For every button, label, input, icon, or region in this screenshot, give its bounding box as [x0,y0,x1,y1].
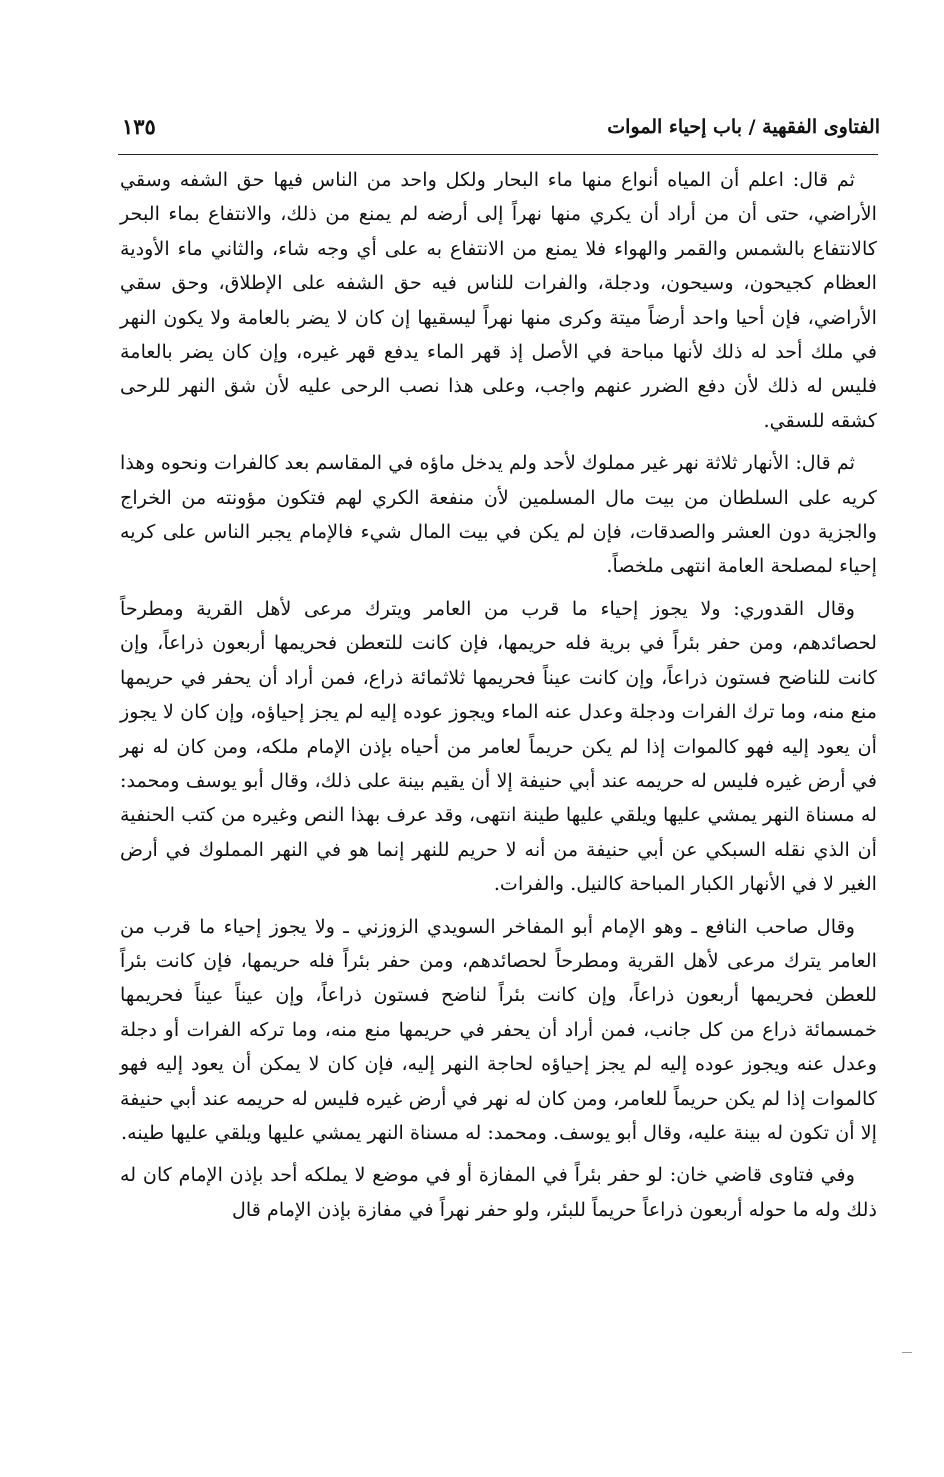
paragraph-2: ثم قال: الأنهار ثلاثة نهر غير مملوك لأحد ولم يدخل ماؤه في المقاسم بعد كالفرات ونحوه وهذا كريه على السلطان من بيت مال المسلمين لأن منفعة الكري لهم فتكون مؤونته من الخراج والجزية دون العشر والصدقات، فإن لم يكن في بيت المال شيء فالإمام يجبر الناس على كريه إحياء لمصلحة العامة انتهى ملخصاً. [120,451,877,578]
paragraph-1: ثم قال: اعلم أن المياه أنواع منها ماء البحار ولكل واحد من الناس فيها حق الشفه وسقي الأراضي، حتى أن من أراد أن يكري منها نهراً إلى أرضه لم يمنع من ذلك، والانتفاع بماء البحر كالانتفاع بالشمس والقمر والهواء فلا يمنع من الانتفاع به على أي وجه شاء، والثاني ماء الأودية العظام كجيحون، وسيحون، ودجلة، والفرات للناس فيه حق الشفه على الإطلاق، وحق سقي الأراضي، فإن أحيا واحد أرضاً ميتة وكرى منها نهراً ليسقيها إن كان لا يضر بالعامة ولا يكون النهر في ملك أحد له ذلك لأنها مباحة في الأصل إذ قهر الماء يدفع قهر غيره، وإن كان يضر بالعامة فليس له ذلك لأن دفع الضرر عنهم واجب، وعلى هذا نصب الرحى عليه لأن شق النهر للرحى كشقه للسقي. [120,168,877,432]
paragraph-4: وقال صاحب النافع ـ وهو الإمام أبو المفاخر السويدي الزوزني ـ ولا يجوز إحياء ما قرب من العامر يترك مرعى لأهل القرية ومطرحاً لحصائدهم، ومن حفر بئراً فله حريمها، فإن كانت بئراً للعطن فحريمها أربعون ذراعاً، وإن كانت بئراً لناضح فستون ذراعاً، وإن عيناً عيناً فحريمها خمسمائة ذراع من كل جانب، فمن أراد أن يحفر في حريمها منع منه، وما تركه الفرات أو دجلة وعدل عنه ويجوز عوده إليه لم يجز إحياؤه لحاجة النهر إليه، فإن كان لا يمكن أن يعود إليه فهو كالموات إذا لم يكن حريماً للعامر، ومن كان له نهر في أرض غيره فليس له حريمه عند أبي حنيفة إلا أن تكون له بينة عليه، وقال أبو يوسف. ومحمد: له مسناة النهر يمشي عليها ويلقي عليها طينه. [120,914,877,1144]
header-divider [118,154,878,155]
running-title: الفتاوى الفقهية / باب إحياء الموات [607,116,880,138]
page-header [120,112,880,152]
paragraph-3: وقال القدوري: ولا يجوز إحياء ما قرب من العامر ويترك مرعى لأهل القرية ومطرحاً لحصائدهم، ومن حفر بئراً في برية فله حريمها، فإن كانت للتعطن فحريمها أربعون ذراعاً، وإن كانت للناضح فستون ذراعاً، وإن كانت عيناً فحريمها ثلاثمائة ذراع، فمن أراد أن يحفر في حريمها منع منه، وما ترك الفرات ودجلة وعدل عنه الماء ويجوز عوده إليه لم يجز إحياؤه، وإن كان لا يجوز أن يعود إليه فهو كالموات إذا لم يكن حريماً لعامر من أحياه بإذن الإمام ملكه، ومن كان له نهر في أرض غيره فليس له حريمه عند أبي حنيفة إلا أن يقيم بينة على ذلك، وقال أبو يوسف ومحمد: له مسناة النهر يمشي عليها ويلقي عليها طينة انتهى، وقد عرف بهذا النص وغيره من كتب الحنفية أن الذي نقله السبكي عن أبي حنيفة من أنه لا حريم للنهر إنما هو في النهر المملوك في أرض الغير لا في الأنهار الكبار المباحة كالنيل. والفرات. [120,596,877,896]
paragraph-5: وفي فتاوى قاضي خان: لو حفر بئراً في المفازة أو في موضع لا يملكه أحد بإذن الإمام كان له ذلك وله ما حوله أربعون ذراعاً حريماً للبئر، ولو حفر نهراً في مفازة بإذن الإمام قال [120,1163,877,1221]
scan-mark [902,1352,912,1353]
body-text [120,163,877,1235]
page-number: ١٣٥ [122,114,156,139]
